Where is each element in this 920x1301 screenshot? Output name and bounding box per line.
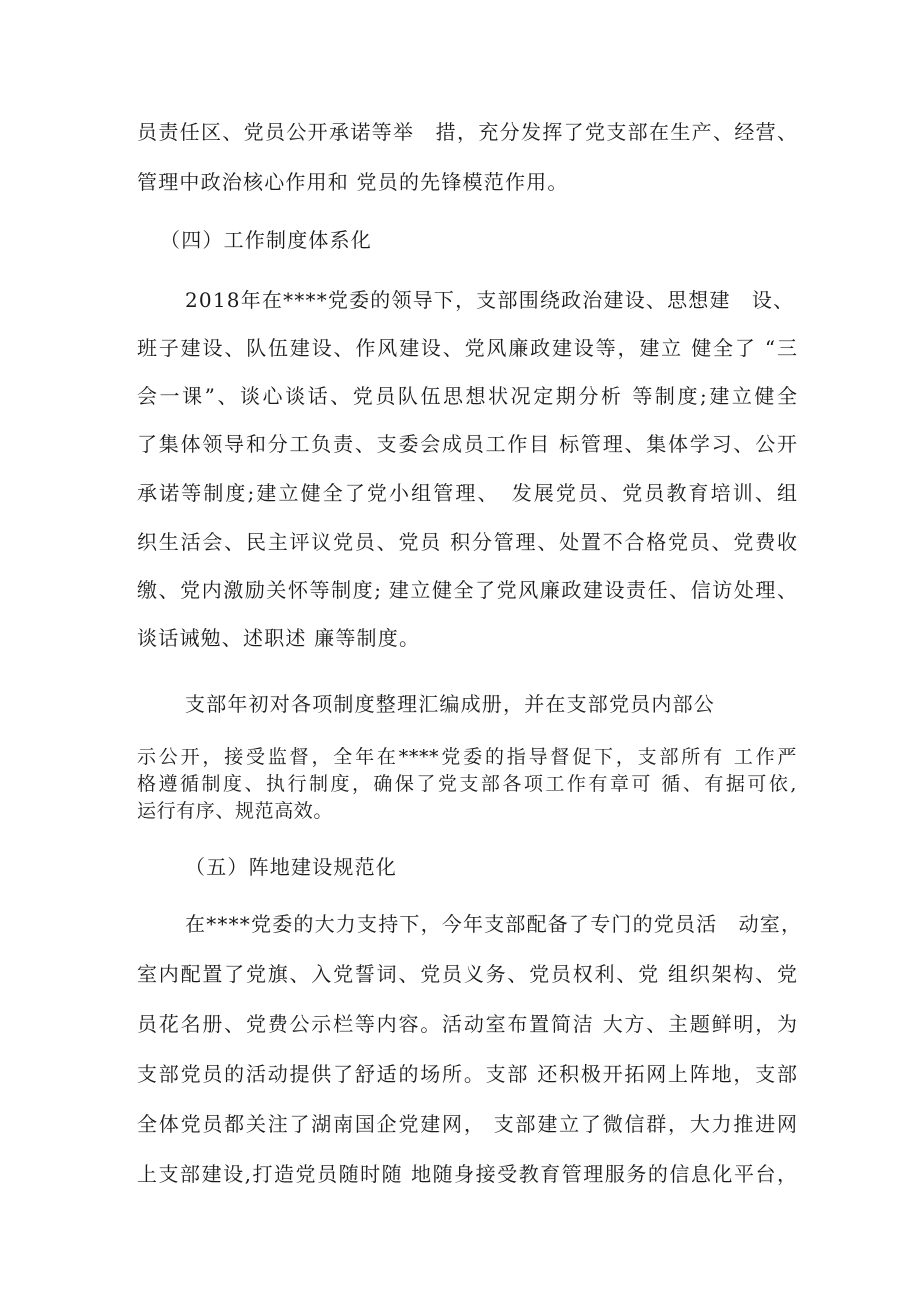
section-5-para-1-line-1: 在****党委的大力支持下，今年支部配备了专门的党员活 动室， (185, 912, 803, 936)
section-4-heading: （四）工作制度体系化 (160, 228, 372, 252)
section-4-para-2-line-3: 格遵循制度、执行制度，确保了党支部各项工作有章可 循、有据可依, (137, 773, 797, 795)
section-5-heading: （五）阵地建设规范化 (185, 855, 397, 879)
section-4-para-1-line-1: 2018年在****党委的领导下，支部围绕政治建设、思想建 设、 (185, 288, 795, 312)
section-4-para-2-line-1: 支部年初对各项制度整理汇编成册，并在支部党员内部公 (185, 692, 715, 716)
section-5-para-1-line-4: 支部党员的活动提供了舒适的场所。支部 还积极开拓网上阵地，支部 (137, 1062, 797, 1086)
section-4-para-2-line-4: 运行有序、规范高效。 (137, 800, 334, 822)
section-4-para-1-line-7: 缴、党内激励关怀等制度; 建立健全了党风廉政建设责任、信访处理、 (137, 578, 797, 602)
intro-line-1: 员责任区、党员公开承诺等举 措，充分发挥了党支部在生产、经营、 (137, 120, 797, 144)
intro-line-2: 管理中政治核心作用和 党员的先锋模范作用。 (137, 170, 569, 194)
section-4-para-1-line-6: 织生活会、民主评议党员、党员 积分管理、处置不合格党员、党费收 (137, 530, 797, 554)
section-5-para-1-line-6: 上支部建设,打造党员随时随 地随身接受教育管理服务的信息化平台， (137, 1162, 797, 1186)
section-5-para-1-line-2: 室内配置了党旗、入党誓词、党员义务、党员权利、党 组织架构、党 (137, 962, 797, 986)
section-5-para-1-line-5: 全体党员都关注了湖南国企党建网， 支部建立了微信群，大力推进网 (137, 1112, 797, 1136)
section-4-para-1-line-5: 承诺等制度;建立健全了党小组管理、 发展党员、党员教育培训、组 (137, 481, 797, 505)
section-4-para-2-line-2: 示公开，接受监督，全年在****党委的指导督促下，支部所有 工作严 (137, 746, 797, 768)
section-4-para-1-line-8: 谈话诫勉、述职述 廉等制度。 (137, 626, 421, 650)
section-4-para-1-line-2: 班子建设、队伍建设、作风建设、党风廉政建设等，建立 健全了 “三 (137, 336, 797, 360)
section-4-para-1-line-4: 了集体领导和分工负责、支委会成员工作目 标管理、集体学习、公开 (137, 432, 797, 456)
section-5-para-1-line-3: 员花名册、党费公示栏等内容。活动室布置简洁 大方、主题鲜明，为 (137, 1012, 797, 1036)
section-4-para-1-line-3: 会一课”、谈心谈话、党员队伍思想状况定期分析 等制度;建立健全 (137, 384, 797, 408)
